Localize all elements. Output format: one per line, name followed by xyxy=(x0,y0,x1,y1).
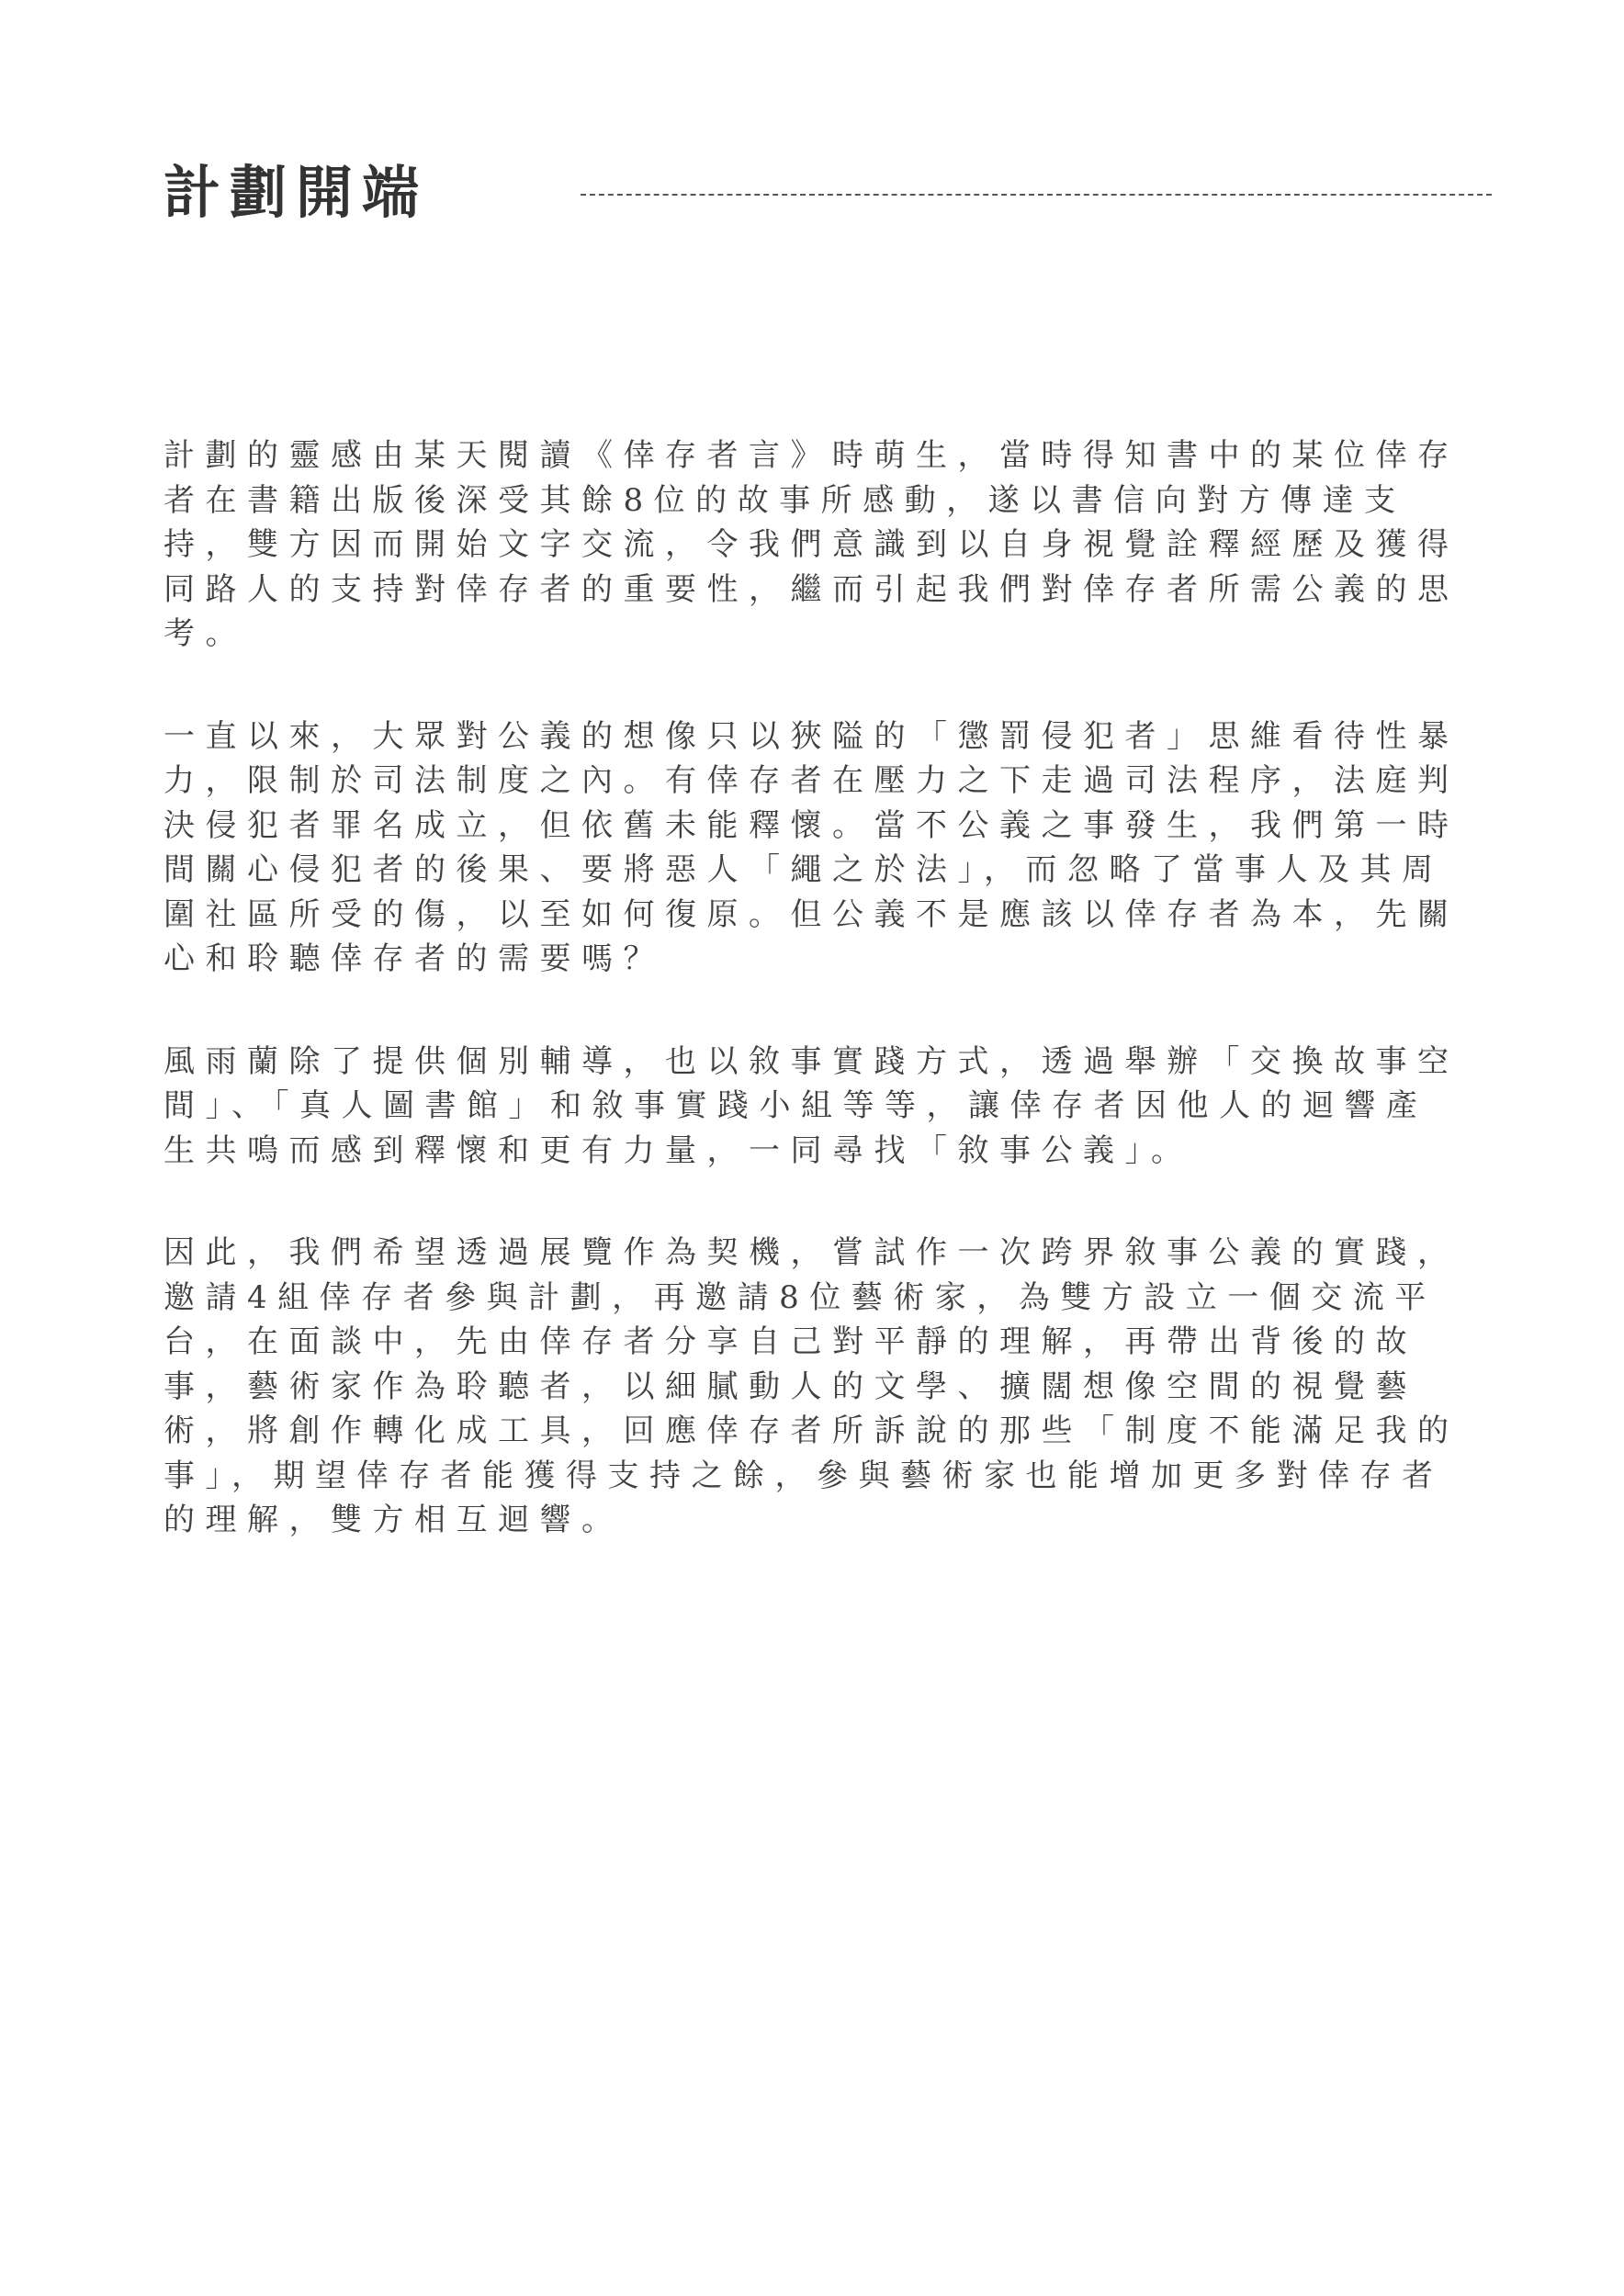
paragraph-justice: 一直以來，大眾對公義的想像只以狹隘的「懲罰侵犯者」思維看待性暴力，限制於司法制度之內。有倖存者在壓力之下走過司法程序，法庭判決侵犯者罪名成立，但依舊未能釋懷。當不公義之事發生，我們第一時間關心侵犯者的後果、要將惡人「繩之於法」，而忽略了當事人及其周圍社區所受的傷，以至如何復原。但公義不是應該以倖存者為本，先關心和聆聽倖存者的需要嗎？ xyxy=(164,717,1460,977)
paragraph-narrative-practice: 風雨蘭除了提供個別輔導，也以敘事實踐方式，透過舉辦「交換故事空間」、「真人圖書館」和敘事實踐小組等等，讓倖存者因他人的迴響產生共鳴而感到釋懷和更有力量，一同尋找「敘事公義」。 xyxy=(164,1042,1460,1169)
paragraph-exhibition: 因此，我們希望透過展覽作為契機，嘗試作一次跨界敘事公義的實踐，邀請4組倖存者參與計劃，再邀請8位藝術家，為雙方設立一個交流平台，在面談中，先由倖存者分享自己對平靜的理解，再帶出背後的故事，藝術家作為聆聽者，以細膩動人的文學、擴闊想像空間的視覺藝術，將創作轉化成工具，回應倖存者所訴說的那些「制度不能滿足我的事」，期望倖存者能獲得支持之餘，參與藝術家也能增加更多對倖存者的理解，雙方相互迴響。 xyxy=(164,1234,1460,1538)
title-divider xyxy=(581,194,1492,196)
page-title: 計劃開端 xyxy=(164,159,429,226)
body-text xyxy=(164,433,1460,1601)
paragraph-inspiration: 計劃的靈感由某天閱讀《倖存者言》時萌生，當時得知書中的某位倖存者在書籍出版後深受其餘8位的故事所感動，遂以書信向對方傳達支持，雙方因而開始文字交流，令我們意識到以自身視覺詮釋經歷及獲得同路人的支持對倖存者的重要性，繼而引起我們對倖存者所需公義的思考。 xyxy=(164,437,1460,652)
